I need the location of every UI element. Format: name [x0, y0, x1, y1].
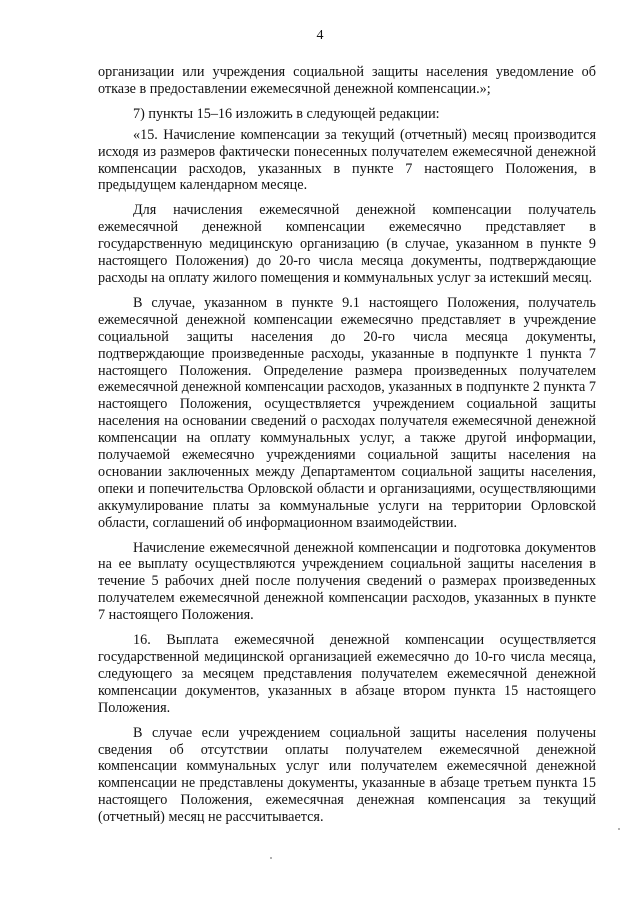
page-number: 4 — [316, 28, 324, 43]
paragraph-8: В случае если учреждением социальной защиты населения получены сведения об отсутствии оплаты получателем ежемесячной денежной компенсации коммунальных услуг или получателем ежемесячной денежной компенсации не представлены документы, указанные в абзаце третьем пункта 15 настоящего Положения, ежемесячная денежная компенсация за текущий (отчетный) месяц не рассчитывается. — [98, 724, 596, 826]
paragraph-3: «15. Начисление компенсации за текущий (отчетный) месяц производится исходя из размеров фактически понесенных получателем ежемесячной денежной компенсации расходов, указанных в пункте 7 настоящего Положения, в предыдущем календарном месяце. — [98, 126, 596, 194]
paragraph-2: 7) пункты 15–16 изложить в следующей редакции: — [133, 105, 440, 122]
paragraph-5: В случае, указанном в пункте 9.1 настоящего Положения, получатель ежемесячной денежной компенсации ежемесячно представляет в учреждение социальной защиты населения до 20-го числа месяца документы, подтверждающие произведенные расходы, указанные в подпункте 1 пункта 7 настоящего Положения. Определение размера произведенных получателем ежемесячной денежной компенсации расходов, указанных в подпункте 2 пункта 7 настоящего Положения, осуществляется учреждением социальной защиты населения на основании сведений о расходах получателя ежемесячной денежной компенсации на оплату коммунальных услуг, а также другой информации, получаемой ежемесячно учреждениями социальной защиты населения на основании заключенных между Департаментом социальной защиты населения, опеки и попечительства Орловской области и организациями, осуществляющими аккумулирование платы за коммунальные услуги на территории Орловской области, соглашений об информационном взаимодействии. — [98, 294, 596, 531]
paragraph-7: 16. Выплата ежемесячной денежной компенсации осуществляется государственной медицинской организацией ежемесячно до 10-го числа месяца, следующего за месяцем представления получателем ежемесячной денежной компенсации документов, указанных в абзаце втором пункта 15 настоящего Положения. — [98, 632, 596, 716]
scan-speck — [618, 828, 620, 830]
paragraph-4: Для начисления ежемесячной денежной компенсации получатель ежемесячной денежной компенсации ежемесячно представляет в государственную медицинскую организацию (в случае, указанном в пункте 9 настоящего Положения) до 20-го числа месяца документы, подтверждающие расходы на оплату жилого помещения и коммунальных услуг за истекший месяц. — [98, 202, 596, 286]
scan-speck — [270, 857, 272, 859]
paragraph-6: Начисление ежемесячной денежной компенсации и подготовка документов на ее выплату осуществляются учреждением социальной защиты населения в течение 5 рабочих дней после получения сведений о размерах произведенных получателем ежемесячной денежной компенсации расходов, указанных в пункте 7 настоящего Положения. — [98, 539, 596, 624]
document-body — [98, 64, 596, 830]
paragraph-1: организации или учреждения социальной защиты населения уведомление об отказе в предоставлении ежемесячной денежной компенсации.»; — [98, 64, 596, 97]
